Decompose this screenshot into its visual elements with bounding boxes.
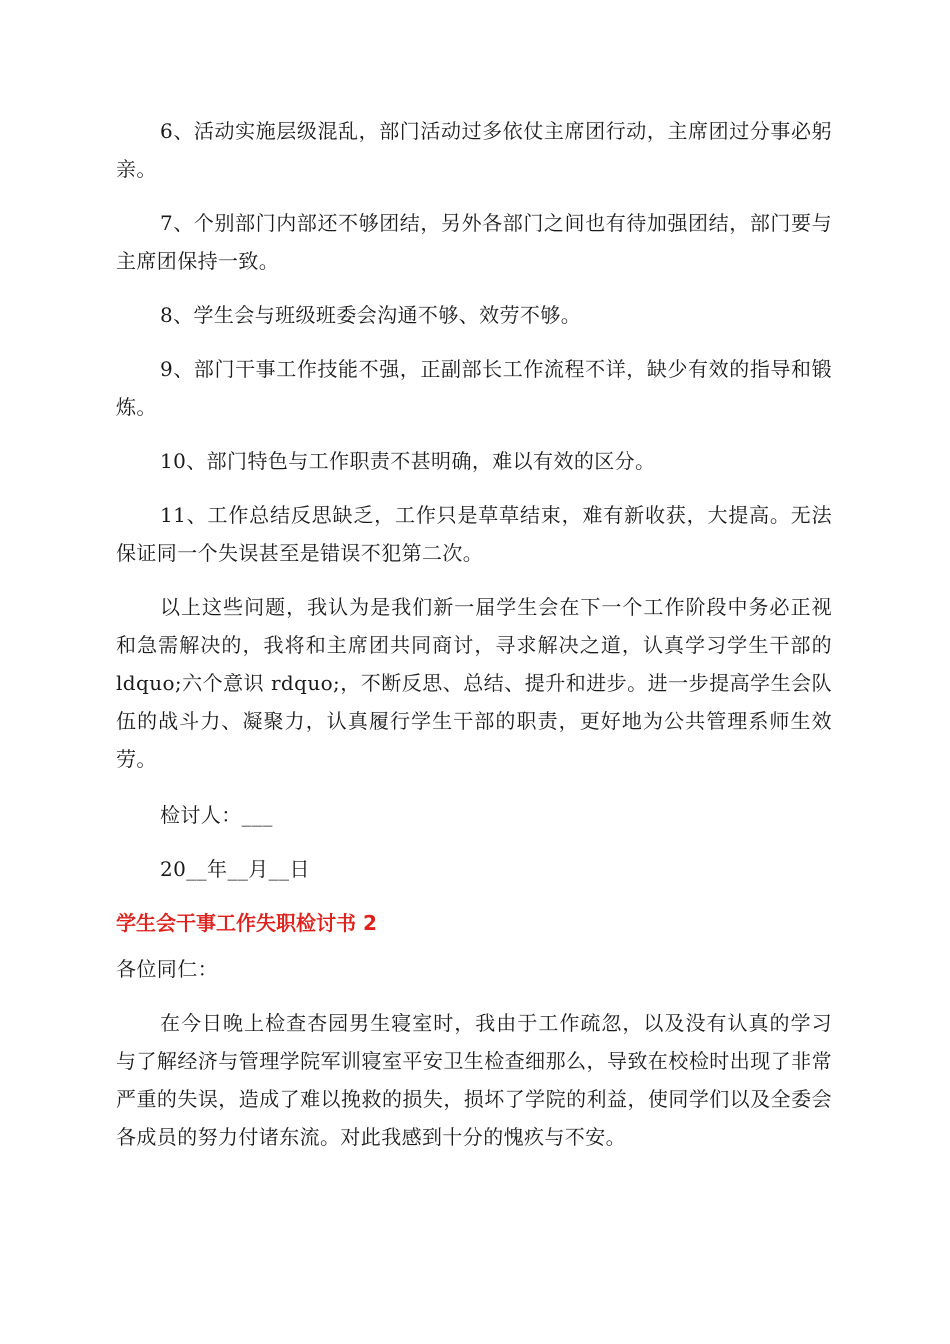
date-line: 20__年__月__日 (160, 857, 310, 881)
item-8-paragraph: 8、学生会与班级班委会沟通不够、效劳不够。 (160, 303, 582, 327)
section-2-body-paragraph: 在今日晚上检查杏园男生寝室时，我由于工作疏忽，以及没有认真的学习与了解经济与管理学院军训寝室平安卫生检查细那么，导致在校检时出现了非常严重的失误，造成了难以挽救的损失，损坏了学院的利益，使同学们以及全委会各成员的努力付诸东流。对此我感到十分的愧疚与不安。 (116, 1011, 832, 1149)
section-2-heading: 学生会干事工作失职检讨书 2 (116, 911, 377, 935)
item-10-paragraph: 10、部门特色与工作职责不甚明确，难以有效的区分。 (160, 449, 656, 473)
item-6-paragraph: 6、活动实施层级混乱，部门活动过多依仗主席团行动，主席团过分事必躬亲。 (116, 119, 832, 181)
item-11-paragraph: 11、工作总结反思缺乏，工作只是草草结束，难有新收获，大提高。无法保证同一个失误甚至是错误不犯第二次。 (116, 503, 832, 565)
item-7-paragraph: 7、个别部门内部还不够团结，另外各部门之间也有待加强团结，部门要与主席团保持一致。 (116, 211, 832, 273)
salutation: 各位同仁： (116, 957, 218, 981)
item-9-paragraph: 9、部门干事工作技能不强，正副部长工作流程不详，缺少有效的指导和锻炼。 (116, 357, 832, 419)
summary-paragraph: 以上这些问题，我认为是我们新一届学生会在下一个工作阶段中务必正视和急需解决的，我将和主席团共同商讨，寻求解决之道，认真学习学生干部的 ldquo;六个意识 rdquo;，不断反思、总结、提升和进步。进一步提高学生会队伍的战斗力、凝聚力，认真履行学生干部的职责，更好地为公共管理系师生效劳。 (116, 595, 832, 771)
signer-line: 检讨人：___ (160, 803, 273, 827)
